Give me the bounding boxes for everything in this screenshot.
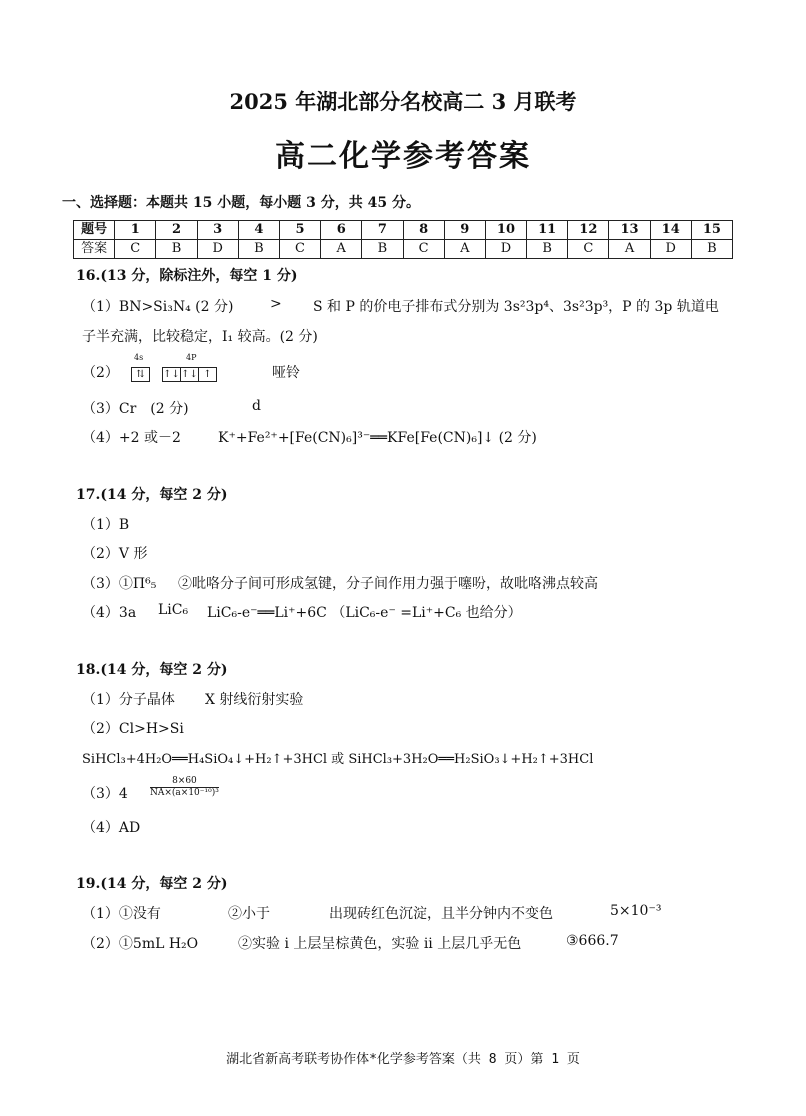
- table-cell: 3: [197, 221, 238, 240]
- q19-line2-a: （2）①5mL H₂O: [82, 936, 199, 952]
- q19-heading: 19.(14 分，每空 2 分): [76, 876, 228, 892]
- q18-line1-b: X 射线衍射实验: [205, 692, 304, 708]
- table-cell: C: [115, 240, 156, 259]
- table-cell: 13: [609, 221, 650, 240]
- table-cell: A: [321, 240, 362, 259]
- q16-line1-b: >: [270, 296, 282, 312]
- q18-line3-a: （3）4: [82, 786, 128, 802]
- fraction-numerator: 8×60: [150, 776, 219, 788]
- q16-line1-a: （1）BN>Si₃N₄ (2 分): [82, 299, 234, 315]
- q16-line2-b: 哑铃: [272, 365, 300, 381]
- density-fraction: [150, 776, 219, 799]
- table-cell: 4: [238, 221, 279, 240]
- page-footer: 湖北省新高考联考协作体*化学参考答案（共 8 页）第 1 页: [226, 1052, 580, 1067]
- table-cell: D: [197, 240, 238, 259]
- table-cell: 7: [362, 221, 403, 240]
- table-cell: A: [609, 240, 650, 259]
- q19-line2-b: ②实验 i 上层呈棕黄色，实验 ii 上层几乎无色: [238, 936, 522, 952]
- q16-line1-d: 子半充满，比较稳定，I₁ 较高。(2 分): [82, 329, 318, 345]
- q17-line3-a: （3）①Π⁶₅: [82, 576, 157, 592]
- q17-line4-a: （4）3a: [82, 605, 137, 621]
- table-cell: 10: [485, 221, 526, 240]
- orbital-diagram-4p: [162, 364, 216, 383]
- q18-line2: （2）Cl>H>Si: [82, 721, 184, 737]
- orbital-diagram-4s: [131, 364, 149, 383]
- orbital-box: ↑↓: [181, 369, 198, 380]
- answer-row: [74, 240, 733, 259]
- table-cell: D: [485, 240, 526, 259]
- table-cell: B: [691, 240, 732, 259]
- table-cell: 14: [650, 221, 691, 240]
- q19-line1-a: （1）①没有: [82, 906, 161, 922]
- q17-line4-b: LiC₆: [158, 602, 189, 618]
- answer-table: [73, 220, 733, 259]
- q18-line1-a: （1）分子晶体: [82, 692, 175, 708]
- table-cell: 12: [568, 221, 609, 240]
- table-cell: C: [403, 240, 444, 259]
- table-cell: A: [444, 240, 485, 259]
- q16-line4-a: （4）+2 或－2: [82, 430, 181, 446]
- q16-heading: 16.(13 分，除标注外，每空 1 分): [76, 268, 298, 284]
- table-cell: B: [156, 240, 197, 259]
- table-cell: 11: [527, 221, 568, 240]
- orbital-box: ↑: [198, 367, 217, 382]
- q17-line3-b: ②吡咯分子间可形成氢键，分子间作用力强于噻吩，故吡咯沸点较高: [178, 576, 598, 592]
- q16-line4-b: K⁺+Fe²⁺+[Fe(CN)₆]³⁻══KFe[Fe(CN)₆]↓ (2 分): [218, 430, 537, 446]
- q18-heading: 18.(14 分，每空 2 分): [76, 662, 228, 678]
- fraction: [150, 776, 219, 799]
- table-cell: 2: [156, 221, 197, 240]
- table-cell: B: [238, 240, 279, 259]
- q19-line2-c: ③666.7: [566, 933, 619, 949]
- table-cell: 15: [691, 221, 732, 240]
- table-cell: 6: [321, 221, 362, 240]
- fraction-denominator: NA×(a×10⁻¹⁰)³: [150, 788, 219, 798]
- orbital-box: ⇅: [131, 367, 150, 382]
- table-cell: 1: [115, 221, 156, 240]
- orbital-box: ↑↓: [163, 369, 180, 380]
- table-cell: C: [568, 240, 609, 259]
- q17-line2: （2）V 形: [82, 546, 148, 562]
- q16-line3-b: d: [252, 398, 261, 414]
- document-title: 高二化学参考答案: [275, 139, 531, 174]
- orbital-label-4s: 4s: [134, 353, 144, 362]
- orbital-label-4p: 4P: [186, 353, 197, 362]
- q16-line1-c: S 和 P 的价电子排布式分别为 3s²3p⁴、3s²3p³，P 的 3p 轨道电: [313, 299, 719, 315]
- q16-line2-a: （2）: [82, 365, 119, 381]
- section-heading: 一、选择题：本题共 15 小题，每小题 3 分，共 45 分。: [62, 195, 420, 211]
- exam-title: 2025 年湖北部分名校高二 3 月联考: [229, 89, 577, 114]
- q18-equation: SiHCl₃+4H₂O══H₄SiO₄↓+H₂↑+3HCl 或 SiHCl₃+3H₂O══H₂SiO₃↓+H₂↑+3HCl: [82, 752, 594, 767]
- question-number-row: [74, 221, 733, 240]
- table-cell: B: [527, 240, 568, 259]
- q17-line4-c: LiC₆-e⁻══Li⁺+6C （LiC₆-e⁻ =Li⁺+C₆ 也给分）: [207, 605, 522, 621]
- table-cell: 5: [279, 221, 320, 240]
- table-cell: 9: [444, 221, 485, 240]
- row-label: 题号: [74, 221, 115, 240]
- q17-heading: 17.(14 分，每空 2 分): [76, 487, 228, 503]
- q18-line4: （4）AD: [82, 820, 141, 836]
- q19-line1-c: 出现砖红色沉淀，且半分钟内不变色: [329, 906, 553, 922]
- row-label: 答案: [74, 240, 115, 259]
- table-cell: C: [279, 240, 320, 259]
- q16-line3-a: （3）Cr (2 分): [82, 401, 189, 417]
- q19-line1-d: 5×10⁻³: [610, 903, 662, 919]
- q19-line1-b: ②小于: [228, 906, 270, 922]
- table-cell: B: [362, 240, 403, 259]
- table-cell: 8: [403, 221, 444, 240]
- q17-line1: （1）B: [82, 517, 130, 533]
- table-cell: D: [650, 240, 691, 259]
